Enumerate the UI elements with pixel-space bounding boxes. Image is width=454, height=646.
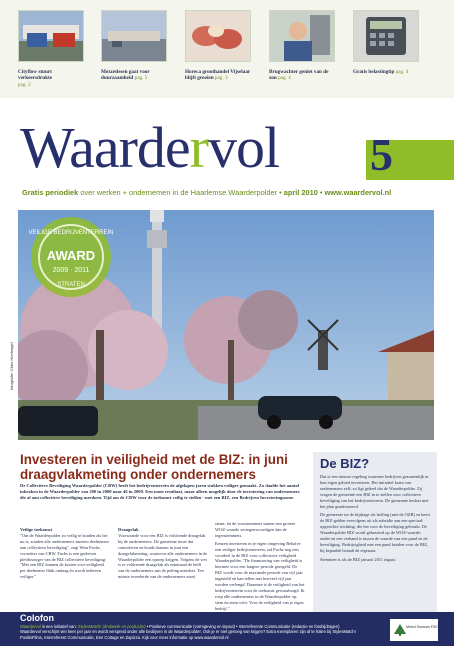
tagline-lead: Gratis periodiek <box>22 188 79 197</box>
fsc-label: Mixed Sources FSC <box>406 625 438 629</box>
teaser-title: Horeca groothandel Vijselaar blijft groeien <box>185 69 251 82</box>
teaser-horeca[interactable] <box>185 69 251 82</box>
thumb-cityflow-image <box>19 11 83 61</box>
teaser-title: Cityflow stuurt verkeersdrukte <box>18 69 52 82</box>
sidebar-paragraph: Dat is een nieuwe regeling waarmee bedrijven gezamenlijk in hun eigen gebied investeren. Het initiatief komt van ondernemers zelf; zo ligt geheel dat de Waarderpolder. Zij vragen de gemeente een BIZ in te stellen voor collectieve beveiliging van het bedrijventerrein. De gemeente besluit met het plan geadresseerd. <box>320 474 429 509</box>
teaser-brugwachter[interactable] <box>269 69 335 82</box>
column-heading: Draagvlak <box>118 527 139 532</box>
sidebar-title: De BIZ? <box>320 456 370 471</box>
teaser-page: pag. 4 <box>278 75 291 82</box>
tagline-sep: • <box>317 188 325 197</box>
colofon-line: Waardervol verschijnt vier keer per jaar en wordt verspreid onder alle bedrijven in de Waarderpolder. Ook je er niet genoeg van krijgen? Extra exemplaren zijn af te halen bij StylesMatch! <box>20 629 356 635</box>
teaser-title: Gratis belastingtip <box>353 69 395 75</box>
tagline-text: over werken + ondernemen in de Haarlemse Waarderpolder • <box>78 188 284 197</box>
column-heading: Veilige toekomst <box>20 527 53 532</box>
colofon-title: Colofon <box>20 613 54 623</box>
teaser-belastingtip[interactable] <box>353 69 419 75</box>
teaser-title: Mezzetissen gaat voor duurzaamheid <box>101 69 150 82</box>
award-bottom: STRATEN <box>57 282 85 288</box>
cover-photo <box>18 210 434 440</box>
article-column-2 <box>118 527 208 582</box>
thumb-mezzetissen-image <box>102 11 166 61</box>
sidebar-text <box>320 474 432 566</box>
teaser-page: pag. 2 <box>18 81 31 88</box>
thumb-brugwachter-image <box>270 11 334 61</box>
issue-date: april 2010 <box>283 188 318 197</box>
sidebar-paragraph: De gemeente int de bijdrage als heffing (met de OZB) en keert de BIZ-gelden vervolgens uit als subsidie aan een speciaal opgerichte stichting, die het voor de beveiliging gebruikt. De Waarderpolder BIZ wordt gebaseerd op de WOZ-waarde; onder en een verband is tussen de waarde van een pand en de beveiliging. Bedrijvigheid met een pand betalen voor de BIZ, bij bepaalde betaalt de eigenaar. <box>320 512 431 553</box>
fsc-logo <box>390 619 438 641</box>
masthead-part: vol <box>207 115 280 180</box>
sidebar-paragraph: Stemmen is als de BIZ januari 2011 ingaat. <box>320 556 396 562</box>
colofon-part: is een initiatief van: <box>40 624 78 629</box>
column-text: Voorwaarde voor een BIZ is voldoende draagvlak bij de ondernemers. De gemeente moet dat controleren en houdt daarom in juni een draagvlakmeting, waarvoor alle ondernemers in de Waarderpolder een oproep krijgen. Volgens de wet is er voldoende draagvlak als minimaal de helft van de ondernemers aan de peiling meedoet. Ten minste tweederde van de ondernemers moet <box>118 532 208 580</box>
thumb-belastingtip[interactable] <box>353 10 419 62</box>
teaser-page: pag. 5 <box>134 75 148 82</box>
column-text: "Om de Waarderpolder zo veilig te houden als het nu is, zouden alle ondernemers moeten deelnemen aan collectieve beveiliging", zegt Wim Fuchs, voorzitter van CBW. Fuchs is een gedreven pleitbezorger van de BIZ collectieve beveiliging: "Met een BIZ kunnen de kosten voor veiligheid per deelnemer flink omlaag én wordt iedereen veiliger." <box>20 532 109 580</box>
column-text: Eenzen investeren in je eigen omgeving Behalve een veiliger bedrijventerrein, zal Fuchs nog een voordeel in de BIZ voor collectieve veiligheid Waarderpolder. "De financiering van veiligheid is hiermee voor een langere periode geregeld. De BIZ wordt voor de maximale periode van vijf jaar ingesteld en kan tellen met hoeveel vijf jaar worden verlengd. Daarmee is de veiligheid van het bedrijventerrein voor de toekomst gewaarborgd. Ik roep alle ondernemers in de Waarderpolder op: stem én stem vóór. Voor de veiligheid van je eigen bedrijf." <box>215 540 305 611</box>
thumb-mezzetissen[interactable] <box>101 10 167 62</box>
column-text: stemt; én de voorstemmers samen een grotere WOZ-waarde vertegenwoordigen dan de tegenstemmers. <box>215 521 296 538</box>
thumb-brugwachter[interactable] <box>269 10 335 62</box>
award-top: VEILIGE BEDRIJVENTERREIN <box>28 230 114 236</box>
award-mid: AWARD <box>46 248 96 263</box>
award-years: 2009 · 2011 <box>52 267 90 274</box>
issue-number: 5 <box>370 129 393 180</box>
colofon-line: PositivFilms, Interreferent Communicatie, Een Cottage en Zapizza. Kijk voor meer informatie op www.waardervol.nl <box>20 634 229 640</box>
teaser-mezzetissen[interactable] <box>101 69 167 82</box>
teaser-page: pag. 4 <box>395 69 409 75</box>
teaser-title: Brugwachter geniet van de zon <box>269 69 329 82</box>
masthead-part: Waarde <box>20 115 190 180</box>
thumb-belastingtip-image <box>354 11 418 61</box>
article-column-1 <box>20 527 110 582</box>
masthead-logo <box>20 115 280 180</box>
colofon-part: StylesMatch! (drukwerk en productie) <box>77 624 146 629</box>
article-intro: De Collectieve Beveiliging Waarderpolder (CBW) heeft het bedrijventerrein de afgelopen jaren stukken veiliger gemaakt. Zo daalde het aantal inbraken in de Waarderpolder van 200 in 2000 naar 46 in 2009. Een mooi resultaat, maar alleen mogelijk door de investering van ondernemers die al aan collectieve beveiliging meedoen. Tijd om de CBW voor de toekomst veilig te stellen - met een BIZ, een Bedrijven Investeringszone. <box>20 483 300 500</box>
award-seal <box>28 214 114 300</box>
thumb-cityflow[interactable] <box>18 10 84 62</box>
photo-credit: fotografie: Chris Hoefnagel <box>9 342 14 390</box>
article-column-3 <box>215 521 305 614</box>
teaser-cityflow[interactable] <box>18 69 84 88</box>
article-headline[interactable]: Investeren in veiligheid met de BIZ: in juni draagvlakmeting onder ondernemers <box>20 452 288 482</box>
colofon-text <box>20 624 380 640</box>
site-link[interactable]: www.waardervol.nl <box>324 188 392 197</box>
teaser-page: pag. 3 <box>214 75 228 82</box>
tagline <box>22 188 391 197</box>
masthead-accent: r <box>189 115 208 180</box>
colofon-part: • Positieve communicatie (vormgeving en layout) • Interreferente Communicatie (redactie en fotobijdragen) <box>145 624 340 629</box>
colofon-brand: Waardervol <box>20 624 41 629</box>
thumb-horeca[interactable] <box>185 10 251 62</box>
thumb-horeca-image <box>186 11 250 61</box>
tree-icon <box>393 623 407 637</box>
